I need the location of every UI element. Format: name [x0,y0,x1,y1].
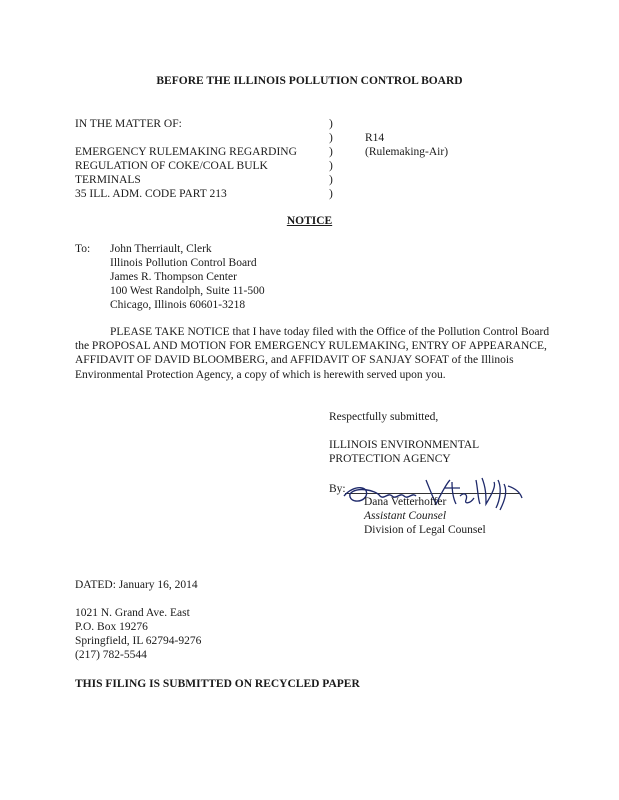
recipient-line: Chicago, Illinois 60601-3218 [110,299,246,311]
bracket: ) [329,160,333,172]
recipient-line: John Therriault, Clerk [110,243,212,255]
caption-line: TERMINALS [75,174,141,186]
notice-title: NOTICE [286,215,333,227]
notice-body-text: PLEASE TAKE NOTICE that I have today filed with the Office of the Pollution Control Board the PROPOSAL AND MOTION FOR EMERGENCY RULEMAKING, ENTRY OF APPEARANCE, AFFIDAVIT OF DAVID BLOOMBERG, and AFFIDAVIT OF SANJAY SOFAT of the Illinois Environmental Protection Agency, a copy of which is herewith served upon you. [75,326,550,381]
docket-number: R14 [365,132,385,144]
address-line: 1021 N. Grand Ave. East [75,607,190,619]
caption-line: REGULATION OF COKE/COAL BULK [75,160,268,172]
recipient-line: James R. Thompson Center [110,271,237,283]
address-line: (217) 782-5544 [75,649,147,661]
recipient-line: Illinois Pollution Control Board [110,257,257,269]
caption-line: 35 ILL. ADM. CODE PART 213 [75,188,227,200]
document-heading: BEFORE THE ILLINOIS POLLUTION CONTROL BOARD [156,75,463,87]
to-label: To: [75,243,91,255]
caption-line: IN THE MATTER OF: [75,118,182,130]
signer-name: Dana Vetterhoffer [364,496,447,508]
signer-division: Division of Legal Counsel [364,524,486,536]
address-line: Springfield, IL 62794-9276 [75,635,202,647]
caption-line: EMERGENCY RULEMAKING REGARDING [75,146,297,158]
signer-title: Assistant Counsel [364,510,447,522]
bracket: ) [329,188,333,200]
recycled-paper-notice: THIS FILING IS SUBMITTED ON RECYCLED PAPER [75,678,360,690]
agency-line: ILLINOIS ENVIRONMENTAL [329,439,480,451]
bracket: ) [329,174,333,186]
docket-type: (Rulemaking-Air) [365,146,449,158]
bracket: ) [329,132,333,144]
notice-body [75,325,555,382]
recipient-line: 100 West Randolph, Suite 11-500 [110,285,265,297]
by-label: By: [329,483,346,495]
bracket: ) [329,146,333,158]
closing: Respectfully submitted, [329,411,439,423]
address-line: P.O. Box 19276 [75,621,148,633]
agency-line: PROTECTION AGENCY [329,453,451,465]
dated-line: DATED: January 16, 2014 [75,579,198,591]
bracket: ) [329,118,333,130]
